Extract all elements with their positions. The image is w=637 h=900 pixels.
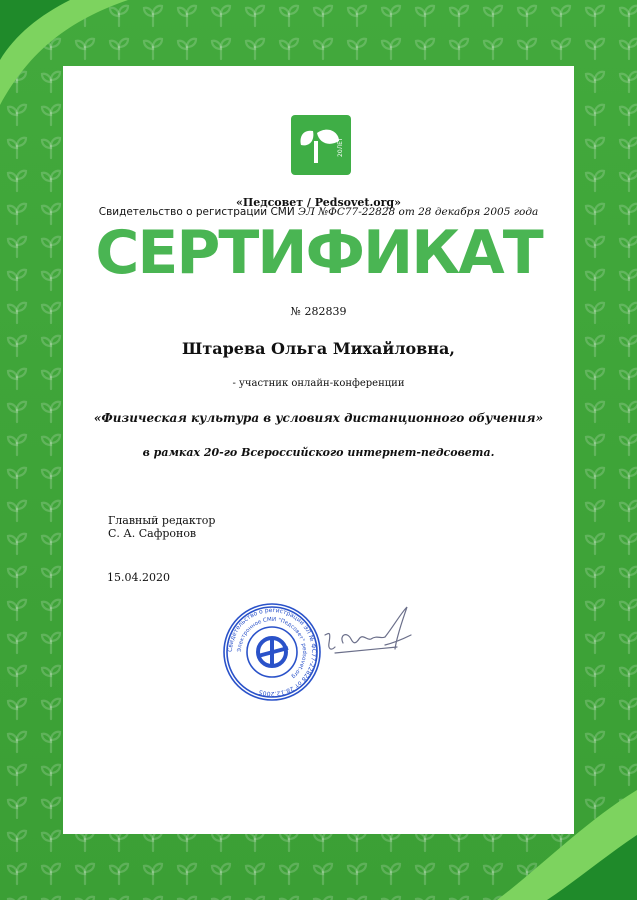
signatory-block	[108, 514, 215, 540]
signatory-position: Главный редактор	[108, 514, 216, 527]
registration-prefix: Свидетельство о регистрации СМИ	[98, 206, 299, 218]
signature-mark	[315, 605, 415, 675]
registration-detail: ЭЛ №ФС77-22828 от 28 декабря 2005 года	[298, 206, 539, 218]
signatory-name: С. А. Сафронов	[108, 527, 197, 540]
registration-line	[0, 206, 637, 218]
stamp-inner-text: Электронное СМИ "Педсовет" pedsovet.org	[236, 616, 308, 680]
issue-date: 15.04.2020	[107, 571, 170, 584]
participant-role: - участник онлайн-конференции	[232, 378, 405, 389]
recipient-name: Штарева Ольга Михайловна,	[182, 339, 455, 358]
event-framework: в рамках 20-го Всероссийского интернет-педсовета.	[142, 446, 495, 459]
logo-badge-text: 20ЛЕТ	[337, 137, 344, 157]
organization-name: «Педсовет / Pedsovet.org»	[236, 196, 401, 209]
stamp-outer-text: Свидетельство о регистрации ЭЛ № ФС77-22828 от 28.12.2005	[226, 606, 318, 698]
conference-title: «Физическая культура в условиях дистанционного обучения»	[93, 411, 544, 425]
sprout-icon	[291, 115, 351, 175]
stamp-emblem-icon	[258, 638, 288, 666]
certificate-number: № 282839	[290, 305, 347, 318]
official-stamp	[220, 600, 324, 704]
pedsovet-logo	[291, 115, 351, 175]
certificate-title: СЕРТИФИКАТ	[95, 218, 542, 288]
